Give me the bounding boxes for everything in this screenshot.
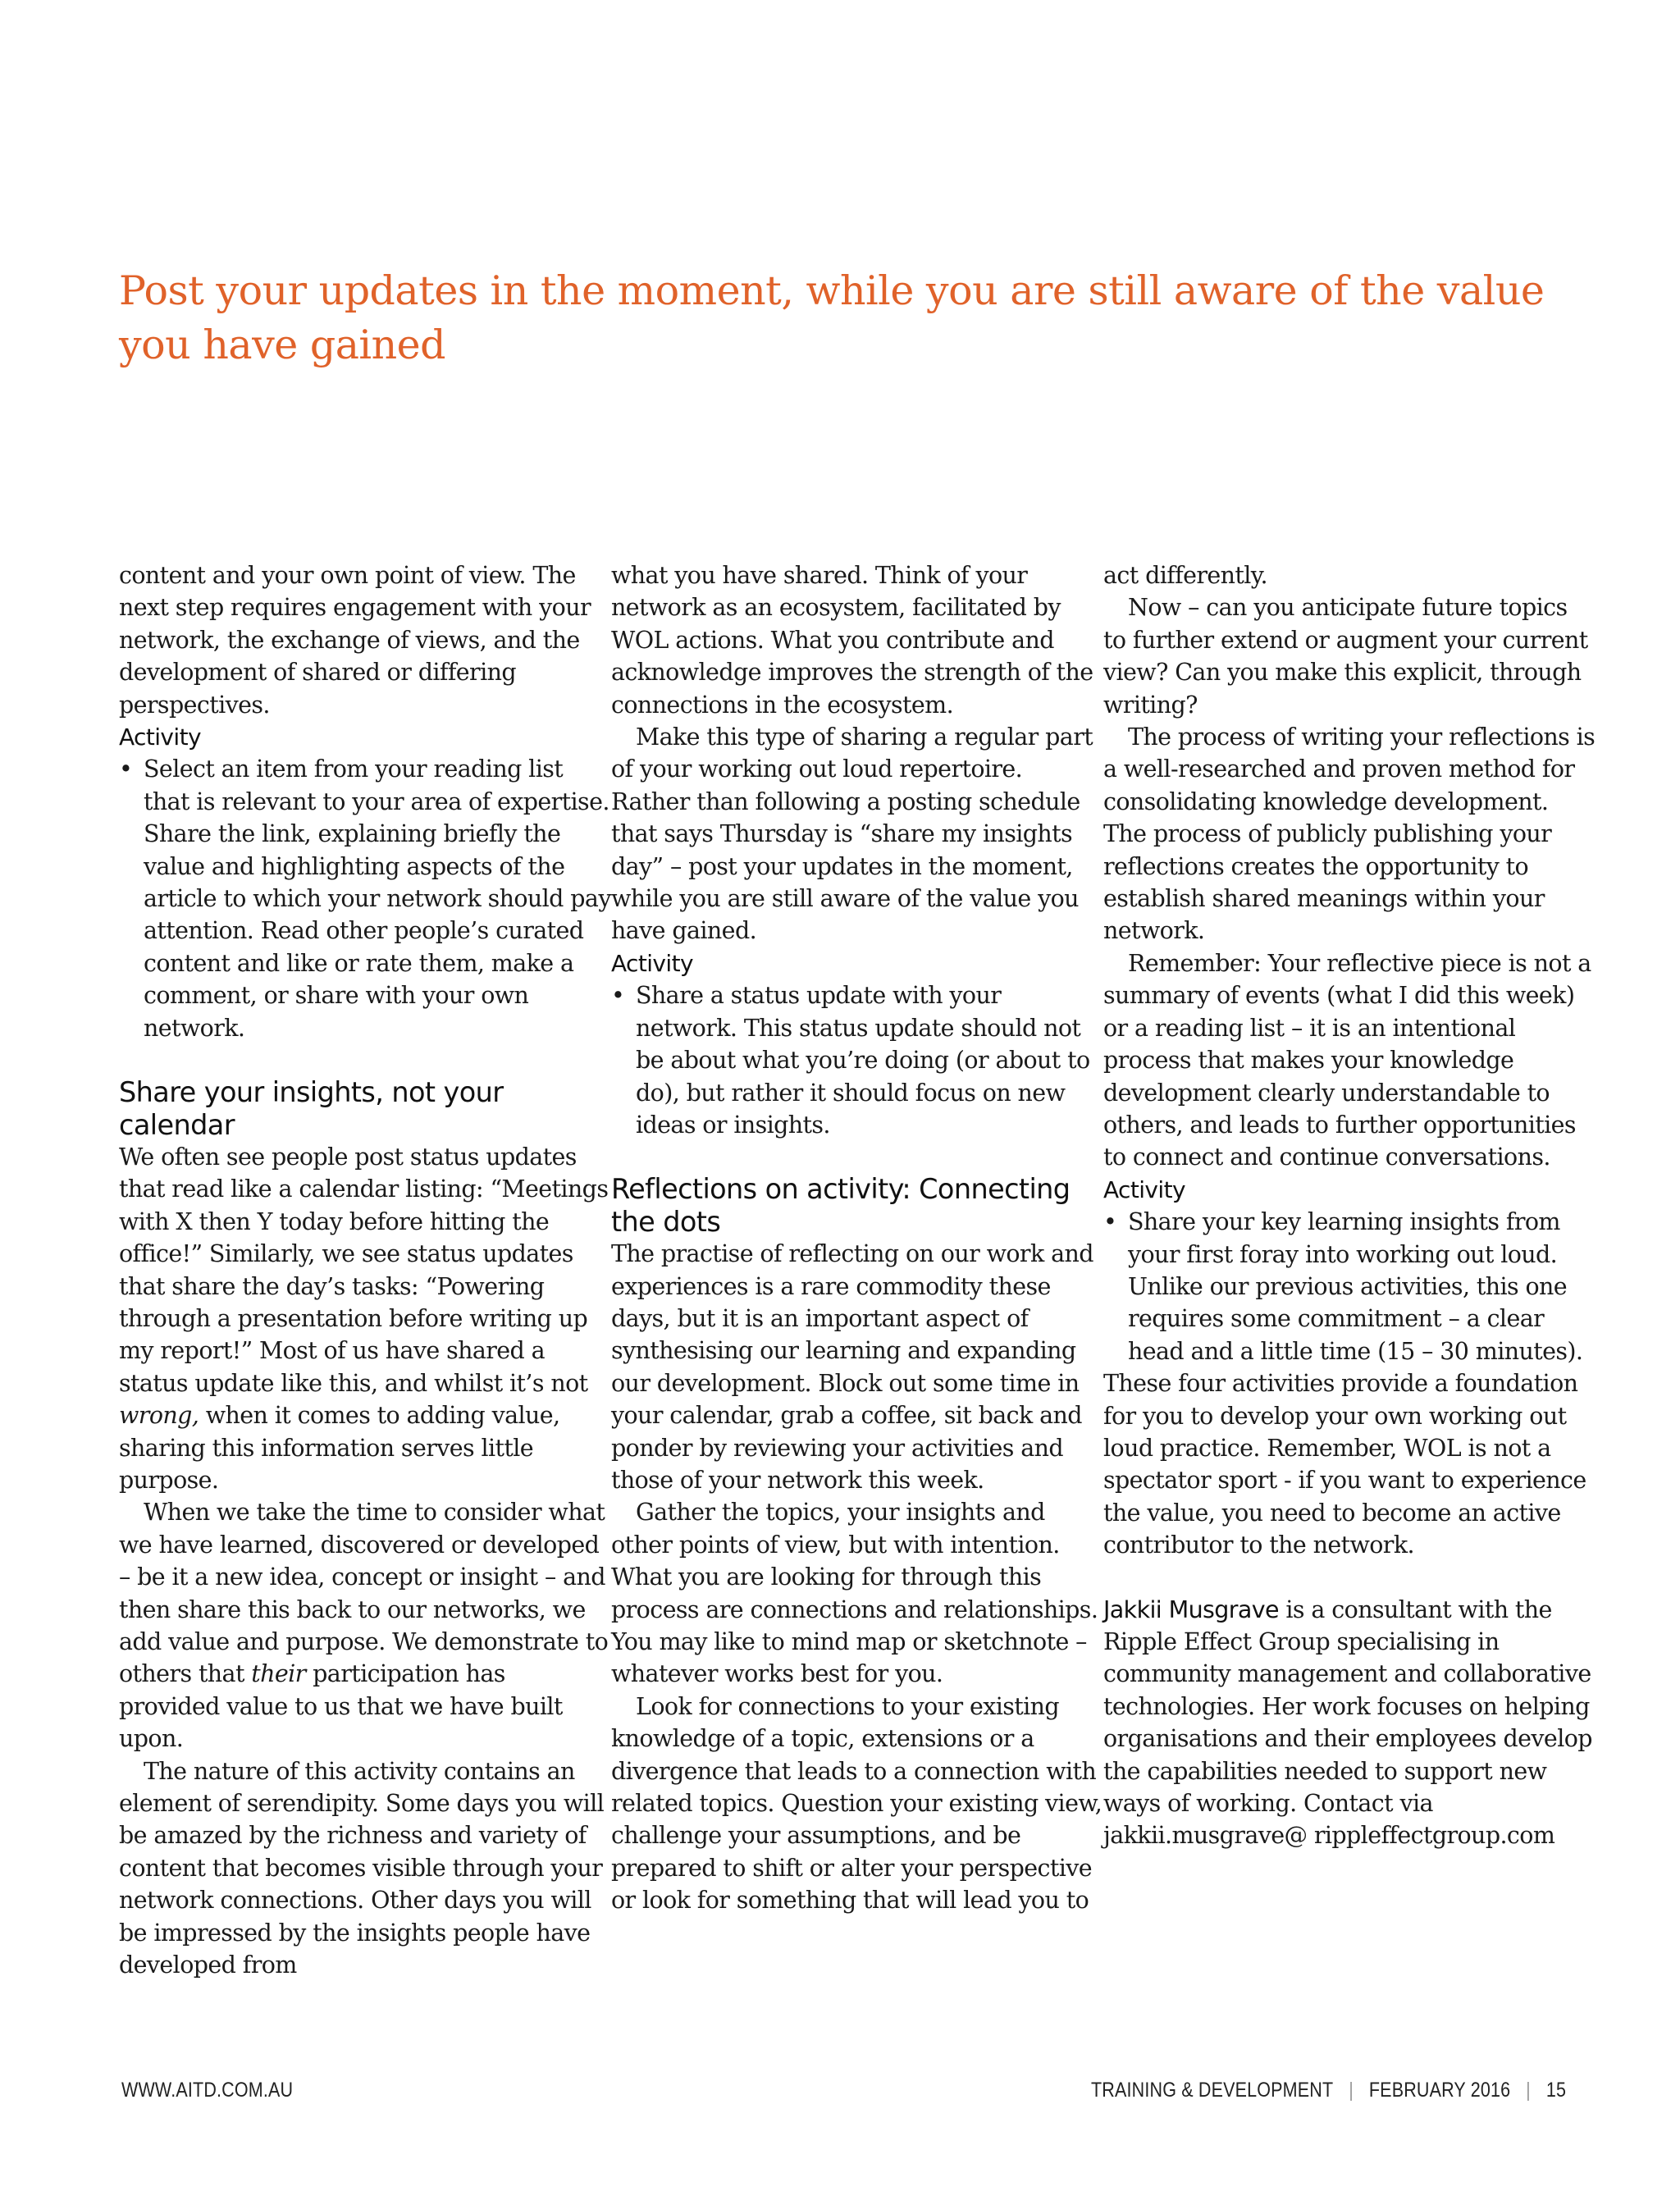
list-item: • Share your key learning insights from your first foray into working out loud. Unlike our previous activities, this one requires some commitment – a clear head and a little time (15 – 30 minutes). [1103,1206,1596,1367]
paragraph: Remember: Your reflective piece is not a summary of events (what I did this week) or a reading list – it is an intentional process that makes your knowledge development clearly understandable to others, and leads to further opportunities to connect and continue conversations. [1103,949,1591,1171]
emphasis: their [251,1660,306,1688]
activity-list [119,753,611,1044]
paragraph: The process of writing your reflections is a well-researched and proven method for consolidating knowledge development. The process of publicly publishing your reflections creates the opportunity to establish shared meanings within your network. [1103,723,1596,945]
paragraph: what you have shared. Think of your network as an ecosystem, facilitated by WOL actions. What you contribute and acknowledge improves the strength of the connections in the ecosystem. [611,562,1093,719]
footer-publication [1091,2076,1566,2104]
activity-label: Activity [119,723,201,751]
column-2 [611,559,1103,1917]
separator: | [1526,2079,1531,2102]
paragraph: Look for connections to your existing knowledge of a topic, extensions or a divergence that leads to a connection with related topics. Question your existing view, challenge your assumptions, and be prepared to shift or alter your perspective or look for something that will lead you to [611,1692,1102,1915]
author-bio [1103,1594,1596,1852]
paragraph [119,1496,611,1755]
list-item: • Share a status update with your network. This status update should not be about what you’re doing (or about to do), but rather it should focus on new ideas or insights. [611,979,1103,1141]
author-bio-text: is a consultant with the Ripple Effect Group specialising in community management and collaborative technologies. Her work focuses on helping organisations and their employees develop the capabilities needed to support new ways of working. Contact via jakkii.musgrave@ rippleffectgroup.com [1103,1595,1592,1850]
paragraph: The nature of this activity contains an element of serendipity. Some days you will be amazed by the richness and variety of content that becomes visible through your network connections. Other days you will be impressed by the insights people have developed from [119,1757,605,1979]
separator: | [1349,2079,1354,2102]
issue-date: FEBRUARY 2016 [1368,2079,1511,2102]
page-number: 15 [1545,2079,1567,2102]
footer-url: WWW.AITD.COM.AU [121,2079,294,2102]
paragraph [119,1141,611,1496]
activity-label: Activity [611,949,693,977]
paragraph: Gather the topics, your insights and other points of view, but with intention. What you are looking for through this process are connections and relationships. You may like to mind map or sketchnote – whatever works best for you. [611,1499,1098,1688]
paragraph: act differently. [1103,562,1267,589]
activity-label: Activity [1103,1175,1185,1203]
paragraph: content and your own point of view. The next step requires engagement with your network, the exchange of views, and the development of shared or differing perspectives. [119,562,591,719]
section-heading: Reflections on activity: Connecting the dots [611,1173,1071,1238]
text-run: when it comes to adding value, sharing this information serves little purpose. [119,1402,560,1494]
author-name: Jakkii Musgrave [1103,1595,1279,1623]
activity-list [1103,1206,1596,1367]
pull-quote: Post your updates in the moment, while you are still aware of the value you have gained [119,267,1545,368]
activity-list [611,979,1103,1141]
section-heading: Share your insights, not your calendar [119,1076,504,1141]
paragraph: Make this type of sharing a regular part of your working out loud repertoire. Rather than following a posting schedule that says Thursday is “share my insights day” – post your updates in the moment, while you are still aware of the value you have gained. [611,723,1093,945]
list-item: • Select an item from your reading list that is relevant to your area of expertise. Share the link, explaining briefly the value and highlighting aspects of the article to which your network should pay attention. Read other people’s curated content and like or rate them, make a comment, or share with your own network. [119,753,611,1044]
column-3 [1103,559,1596,1852]
emphasis: wrong, [119,1402,199,1430]
text-run: We often see people post status updates that read like a calendar listing: “Meetings with X then Y today before hitting the office!” Similarly, we see status updates that share the day’s tasks: “Powering through a presentation before writing up my report!” Most of us have shared a status update like this, and whilst it’s not [119,1143,609,1397]
text-run: participation has provided value to us that we have built upon. [119,1660,563,1753]
paragraph: These four activities provide a foundation for you to develop your own working out loud practice. Remember, WOL is not a spectator sport - if you want to experience the value, you need to become an active contributor to the network. [1103,1370,1586,1559]
publication-name: TRAINING & DEVELOPMENT [1091,2079,1334,2102]
paragraph: Now – can you anticipate future topics to further extend or augment your current view? Can you make this explicit, through writing? [1103,594,1588,719]
paragraph: The practise of reflecting on our work and experiences is a rare commodity these days, but it is an important aspect of synthesising our learning and expanding our development. Block out some time in your calendar, grab a coffee, sit back and ponder by reviewing your activities and those of your network this week. [611,1240,1093,1494]
column-1 [119,559,611,1981]
text-run: When we take the time to consider what we have learned, discovered or developed – be it a new idea, concept or insight – and then share this back to our networks, we add value and purpose. We demonstrate to others that [119,1499,609,1688]
